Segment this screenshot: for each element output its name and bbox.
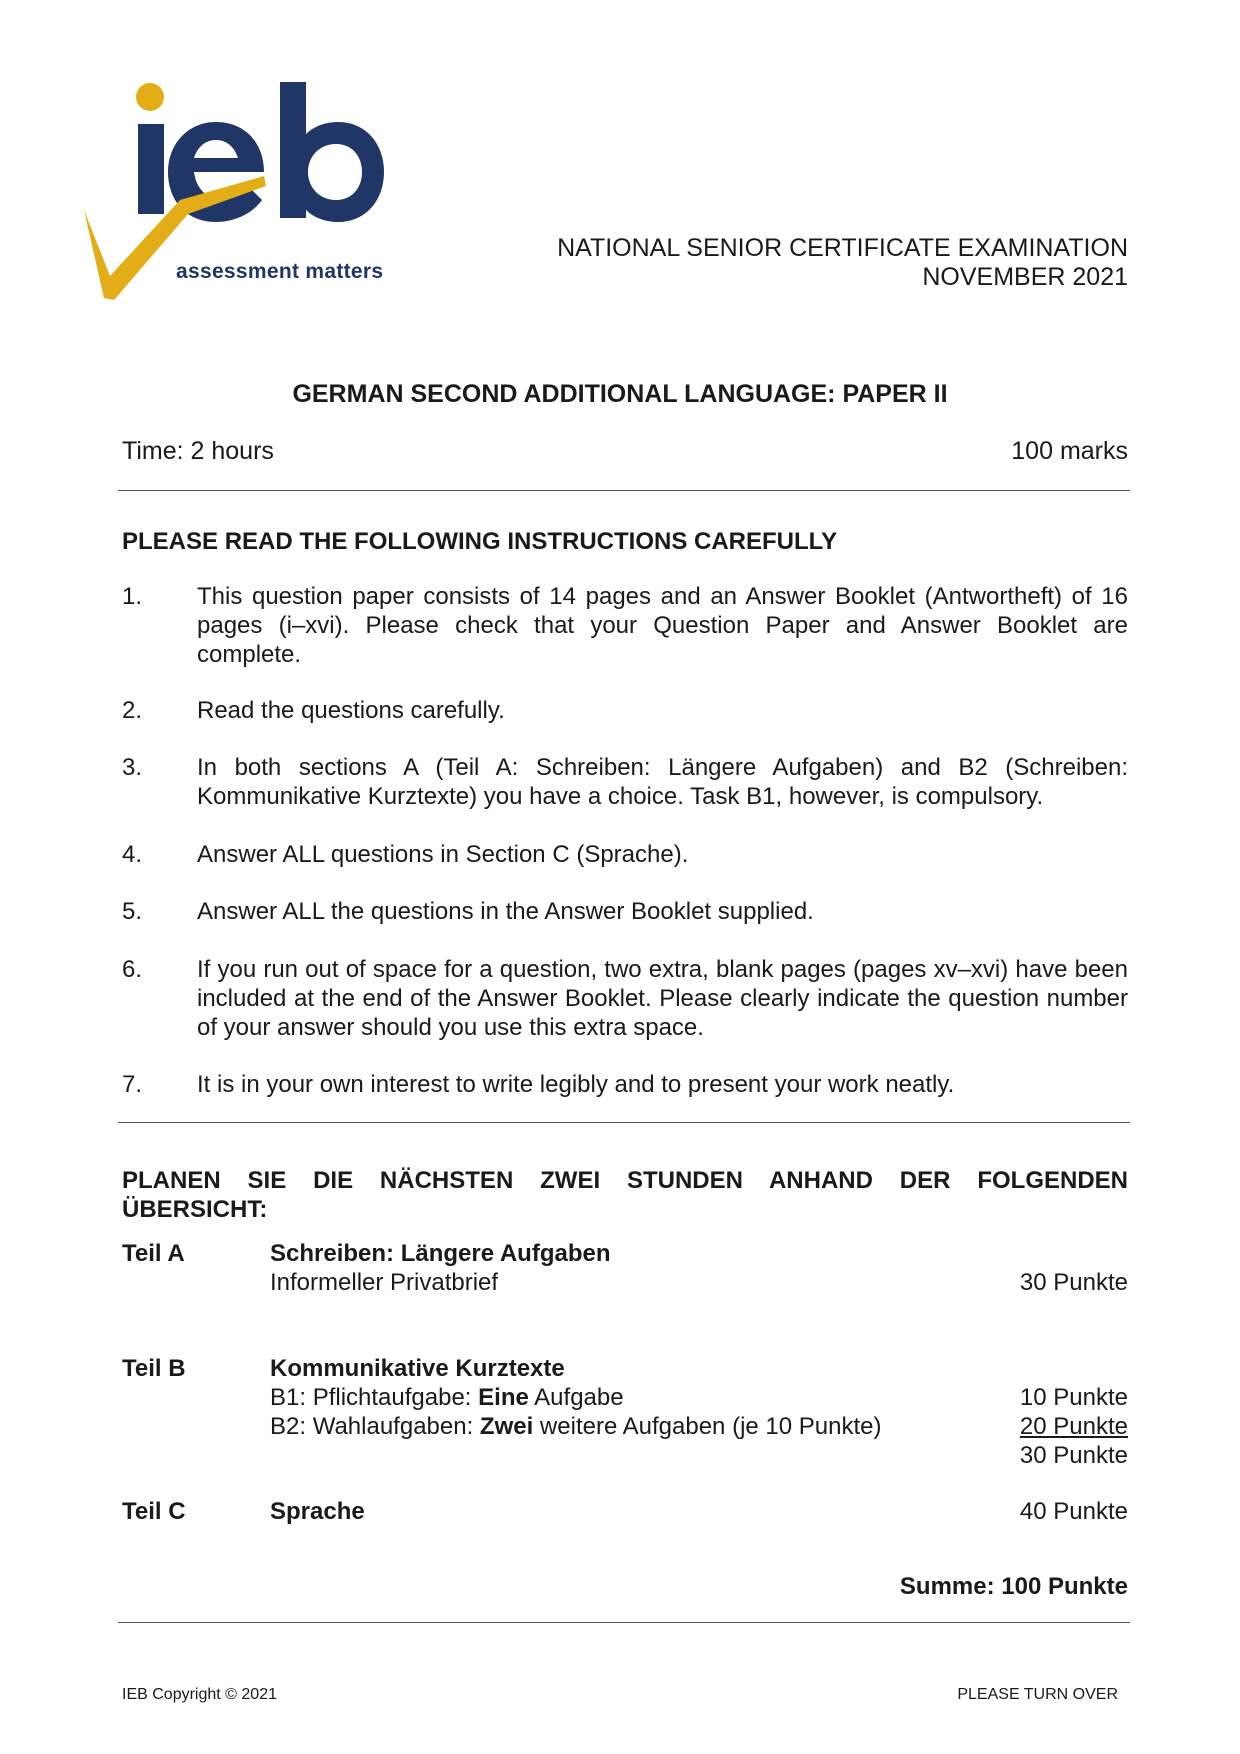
instruction-item xyxy=(122,955,1128,1042)
teil-label: Teil C xyxy=(122,1498,186,1525)
instruction-item xyxy=(122,582,1128,669)
instructions-title: PLEASE READ THE FOLLOWING INSTRUCTIONS CAREFULLY xyxy=(122,528,838,555)
instruction-item xyxy=(122,753,1128,811)
time-marks-row xyxy=(122,437,1128,466)
instruction-item xyxy=(122,897,1128,926)
points: 10 Punkte xyxy=(1019,1384,1128,1411)
logo-tagline: assessment matters xyxy=(176,260,384,283)
b1-suffix: Aufgabe xyxy=(528,1384,624,1411)
instruction-item xyxy=(122,840,1128,869)
divider xyxy=(118,1122,1130,1123)
instruction-number: 3. xyxy=(122,754,143,781)
teil-label: Teil B xyxy=(122,1355,186,1382)
instruction-text: It is in your own interest to write legibly and to present your work neatly. xyxy=(197,1071,955,1098)
exam-date: NOVEMBER 2021 xyxy=(922,263,1128,291)
teil-heading: Schreiben: Längere Aufgaben xyxy=(270,1240,611,1267)
teil-line xyxy=(270,1268,1128,1297)
teil-line xyxy=(270,1497,1128,1526)
instruction-text: In both sections A (Teil A: Schreiben: Längere Aufgaben) and B2 (Schreiben: Kommunikative Kurztexte) you have a choice. Task B1, however, is compulsory. xyxy=(197,754,1128,810)
time-allowed: Time: 2 hours xyxy=(122,437,274,465)
copyright: IEB Copyright © 2021 xyxy=(122,1686,277,1703)
paper-title: GERMAN SECOND ADDITIONAL LANGUAGE: PAPER II xyxy=(292,380,948,408)
instruction-number: 5. xyxy=(122,898,143,925)
instruction-text: Read the questions carefully. xyxy=(197,697,505,724)
b2-emphasis: Zwei xyxy=(479,1413,534,1440)
teil-a-section xyxy=(122,1239,1128,1297)
turn-over: PLEASE TURN OVER xyxy=(957,1686,1118,1703)
divider xyxy=(118,490,1130,491)
divider xyxy=(118,1622,1130,1623)
total-marks: 100 marks xyxy=(1011,437,1128,465)
exam-name: NATIONAL SENIOR CERTIFICATE EXAMINATION xyxy=(557,234,1128,262)
instruction-item xyxy=(122,1070,1128,1099)
points-total: 30 Punkte xyxy=(1019,1442,1128,1469)
teil-c-section xyxy=(122,1497,1128,1526)
instruction-text: This question paper consists of 14 pages and an Answer Booklet (Antwortheft) of 16 pages (i–xvi). Please check that your Question Paper and Answer Booklet are complete. xyxy=(197,583,1128,668)
b1-prefix: B1: Pflichtaufgabe: xyxy=(270,1384,479,1411)
instruction-number: 1. xyxy=(122,583,143,610)
instruction-text: If you run out of space for a question, two extra, blank pages (pages xv–xvi) have been included at the end of the Answer Booklet. Please clearly indicate the question number of your answer should you use this extra space. xyxy=(197,956,1128,1041)
instruction-text: Answer ALL questions in Section C (Sprache). xyxy=(197,841,689,868)
instruction-number: 2. xyxy=(122,697,143,724)
b1-emphasis: Eine xyxy=(478,1384,529,1411)
instruction-number: 7. xyxy=(122,1071,143,1098)
b2-prefix: B2: Wahlaufgaben: xyxy=(270,1413,480,1440)
task-description: Informeller Privatbrief xyxy=(270,1269,499,1296)
instruction-number: 6. xyxy=(122,956,143,983)
teil-line xyxy=(270,1412,1128,1441)
points: 30 Punkte xyxy=(1019,1269,1128,1296)
teil-label: Teil A xyxy=(122,1240,185,1267)
points: 20 Punkte xyxy=(1019,1413,1128,1440)
teil-heading: Kommunikative Kurztexte xyxy=(270,1355,565,1382)
exam-heading xyxy=(557,234,1128,292)
overview-title: PLANEN SIE DIE NÄCHSTEN ZWEI STUNDEN ANHAND DER FOLGENDEN ÜBERSICHT: xyxy=(122,1167,1128,1223)
total-points: Summe: 100 Punkte xyxy=(899,1573,1128,1600)
points: 40 Punkte xyxy=(1019,1498,1128,1525)
teil-b-section xyxy=(122,1354,1128,1470)
teil-line xyxy=(270,1441,1128,1470)
instruction-text: Answer ALL the questions in the Answer Booklet supplied. xyxy=(197,898,814,925)
instruction-number: 4. xyxy=(122,841,143,868)
b2-suffix: weitere Aufgaben (je 10 Punkte) xyxy=(533,1413,882,1440)
instruction-item xyxy=(122,696,1128,725)
teil-heading: Sprache xyxy=(270,1498,365,1525)
teil-line xyxy=(270,1383,1128,1412)
